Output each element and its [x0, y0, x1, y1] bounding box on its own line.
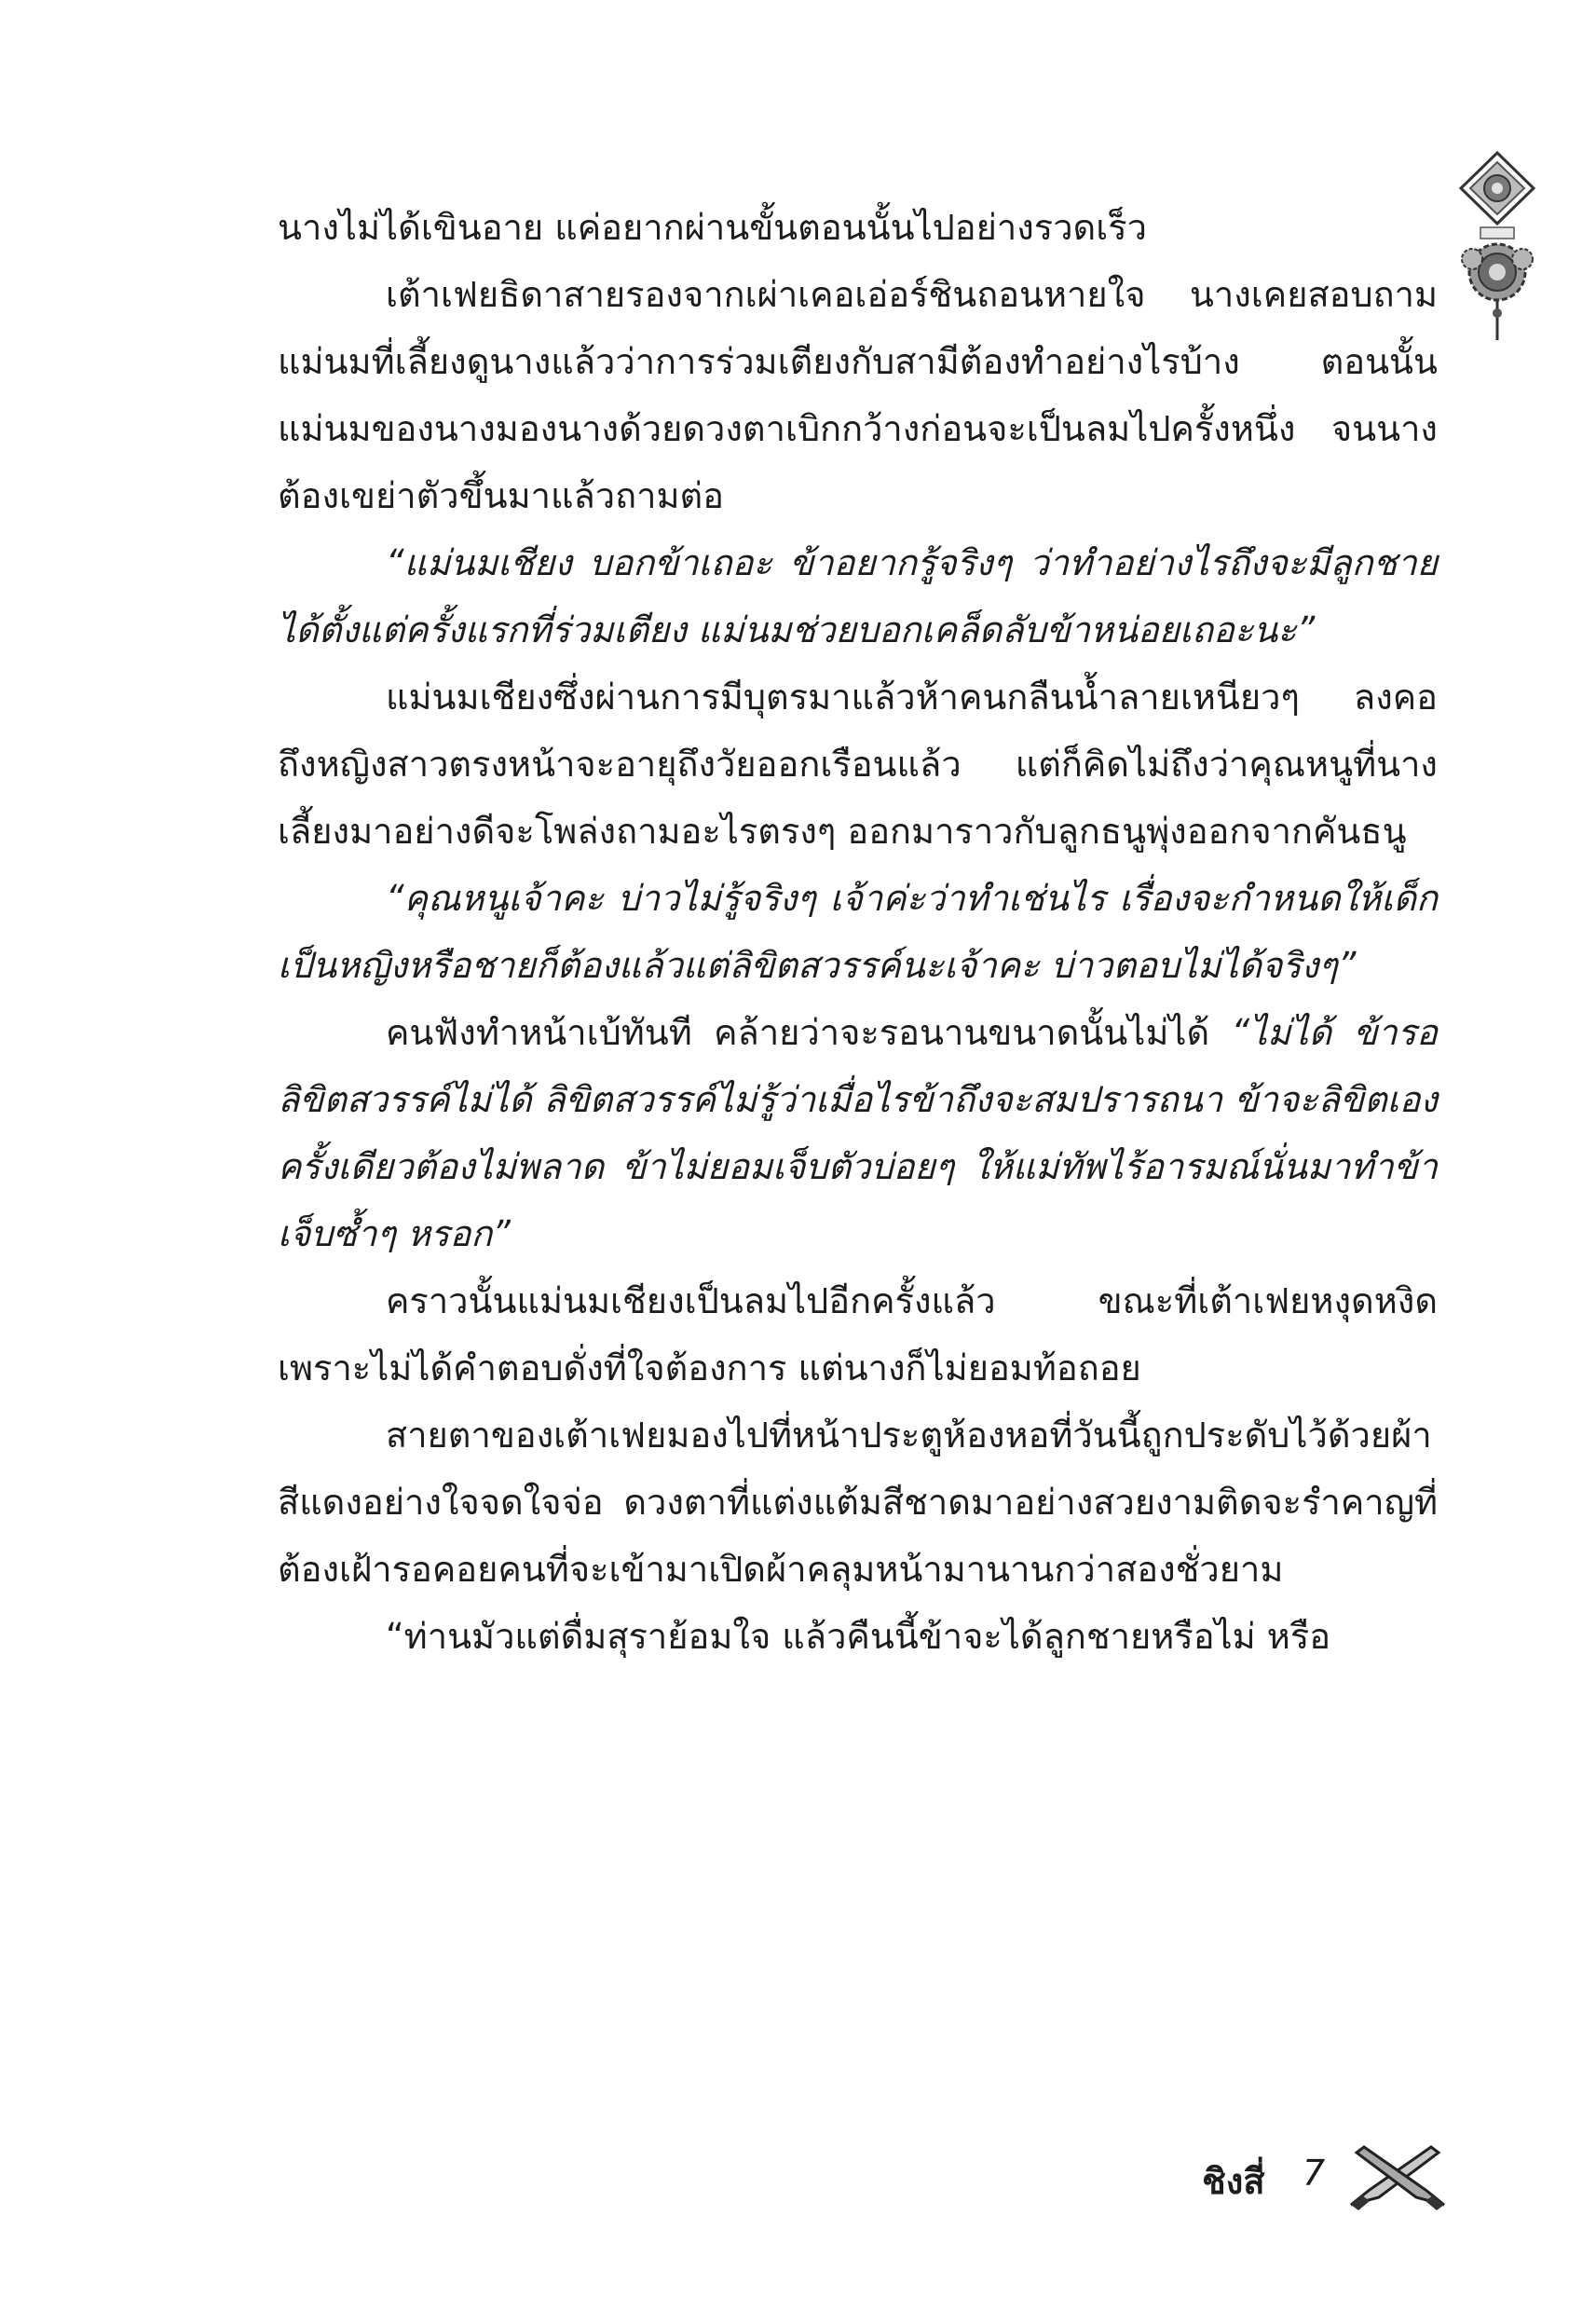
paragraph-6 — [278, 999, 1438, 1267]
paragraph-7: คราวนั้นแม่นมเชียงเป็นลมไปอีกครั้งแล้ว ขณะที่เต้าเฟยหงุดหงิดเพราะไม่ได้คำตอบดั่งที่ใจต้องการ แต่นางก็ไม่ยอมท้อถอย — [278, 1280, 1438, 1388]
crossed-knives-icon — [1342, 2140, 1453, 2214]
paragraph-9: “ท่านมัวแต่ดื่มสุราย้อมใจ แล้วคืนนี้ข้าจะได้ลูกชายหรือไม่ หรือ — [386, 1616, 1331, 1657]
paragraph-8: สายตาของเต้าเฟยมองไปที่หน้าประตูห้องหอที่วันนี้ถูกประดับไว้ด้วยผ้าสีแดงอย่างใจจดใจจ่อ ดวงตาที่แต่งแต้มสีชาดมาอย่างสวยงามติดจะรำคาญที่ต้องเฝ้ารอคอยคนที่จะเข้ามาเปิดผ้าคลุมหน้ามานานกว่าสองชั่วยาม — [278, 1415, 1438, 1590]
paragraph-4: แม่นมเชียงซึ่งผ่านการมีบุตรมาแล้วห้าคนกลืนน้ำลายเหนียวๆ ลงคอ ถึงหญิงสาวตรงหน้าจะอายุถึงวัยออกเรือนแล้ว แต่ก็คิดไม่ถึงว่าคุณหนูที่นางเลี้ยงมาอย่างดีจะโพล่งถามอะไรตรงๆ ออกมาราวกับลูกธนูพุ่งออกจากคันธนู — [278, 677, 1438, 852]
paragraph-6-dialogue: “ไม่ได้ ข้ารอลิขิตสวรรค์ไม่ได้ ลิขิตสวรรค์ไม่รู้ว่าเมื่อไรข้าถึงจะสมปรารถนา ข้าจะลิขิตเอง ครั้งเดียวต้องไม่พลาด ข้าไม่ยอมเจ็บตัวบ่อยๆ ให้แม่ทัพไร้อารมณ์นั่นมาทำข้าเจ็บซ้ำๆ หรอก” — [278, 1012, 1438, 1254]
book-title: ชิงสี่ — [1202, 2161, 1265, 2202]
ornament-emblem-icon — [1455, 149, 1539, 345]
page-footer — [1165, 2140, 1481, 2214]
paragraph-3-dialogue: “แม่นมเชียง บอกข้าเถอะ ข้าอยากรู้จริงๆ ว่าทำอย่างไรถึงจะมีลูกชายได้ตั้งแต่ครั้งแรกที่ร่วมเตียง แม่นมช่วยบอกเคล็ดลับข้าหน่อยเถอะนะ” — [278, 542, 1438, 650]
page-body-text — [278, 194, 1438, 1670]
paragraph-5-dialogue: “คุณหนูเจ้าคะ บ่าวไม่รู้จริงๆ เจ้าค่ะว่าทำเช่นไร เรื่องจะกำหนดให้เด็กเป็นหญิงหรือชายก็ต้องแล้วแต่ลิขิตสวรรค์นะเจ้าคะ บ่าวตอบไม่ได้จริงๆ” — [278, 878, 1438, 986]
paragraph-1: นางไม่ได้เขินอาย แค่อยากผ่านขั้นตอนนั้นไปอย่างรวดเร็ว — [278, 207, 1147, 248]
paragraph-2: เต้าเฟยธิดาสายรองจากเผ่าเคอเอ่อร์ชินถอนหายใจ นางเคยสอบถามแม่นมที่เลี้ยงดูนางแล้วว่าการร่วมเตียงกับสามีต้องทำอย่างไรบ้าง ตอนนั้นแม่นมของนางมองนางด้วยดวงตาเบิกกว้างก่อนจะเป็นลมไปครั้งหนึ่ง จนนางต้องเขย่าตัวขึ้นมาแล้วถามต่อ — [278, 274, 1438, 516]
page-number: 7 — [1303, 2153, 1326, 2194]
paragraph-6-narration: คนฟังทำหน้าเบ้ทันที คล้ายว่าจะรอนานขนาดนั้นไม่ได้ — [386, 1012, 1232, 1053]
